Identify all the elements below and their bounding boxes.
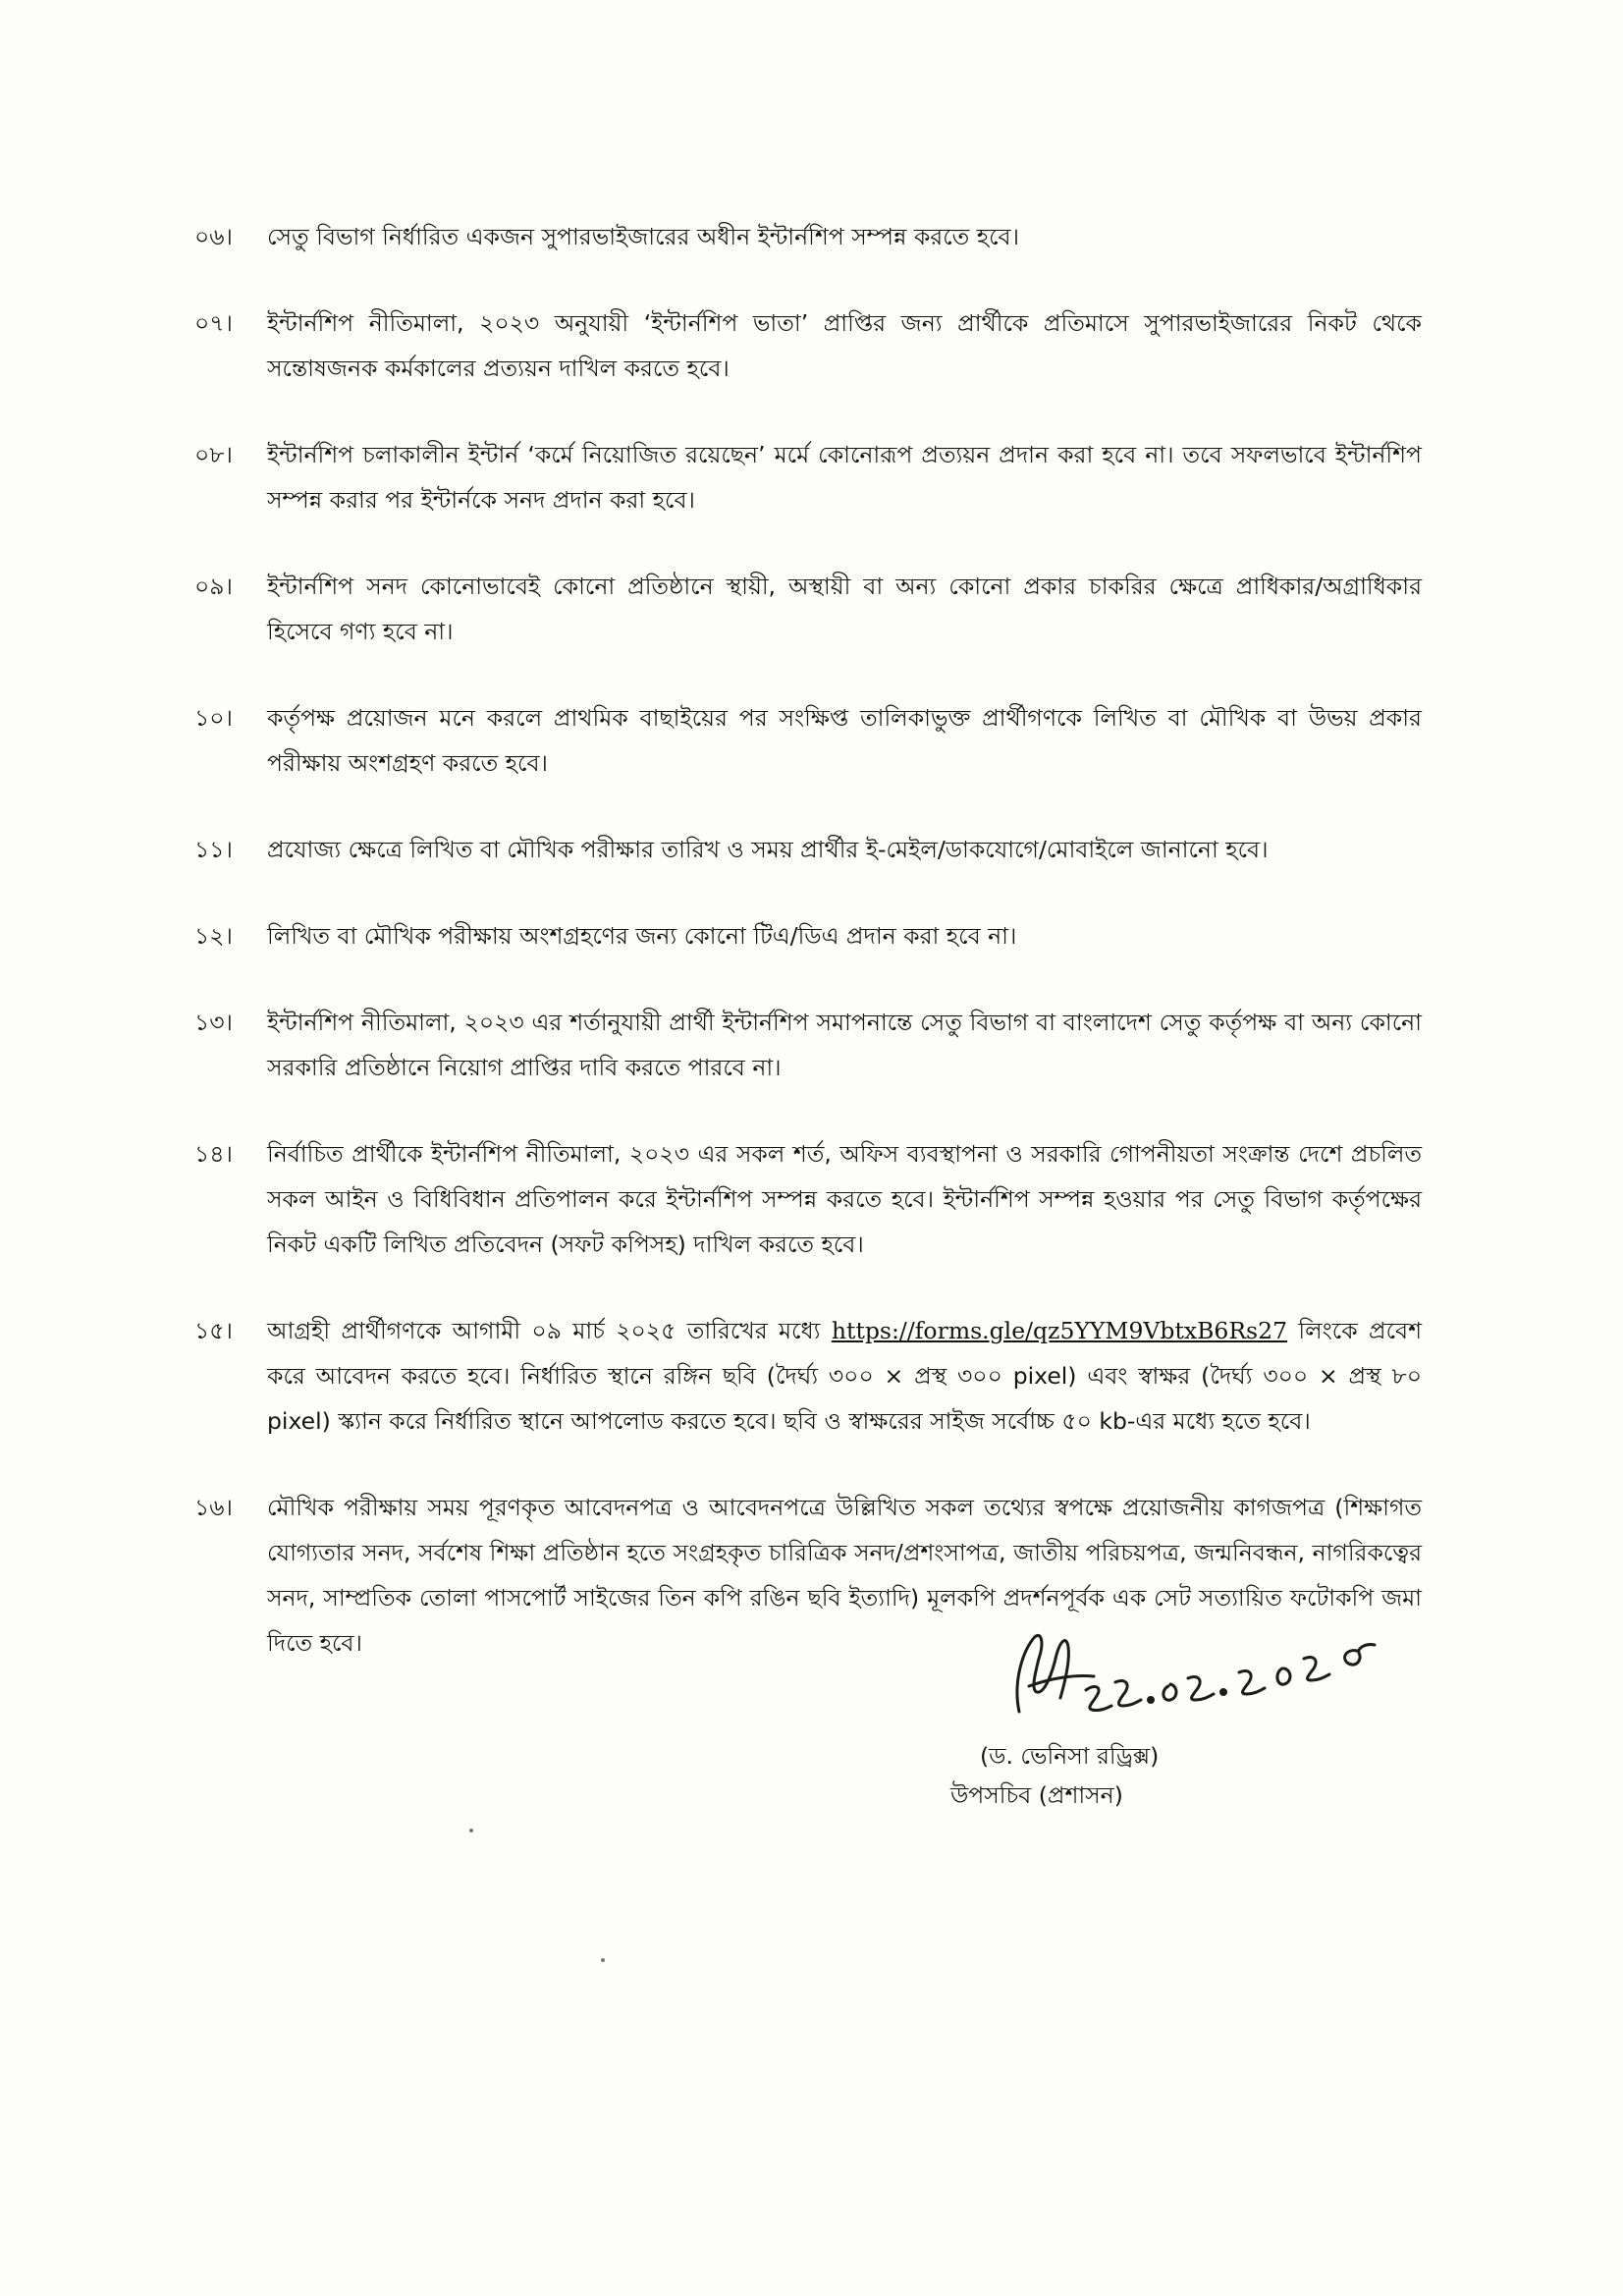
clause-text: মৌখিক পরীক্ষায় সময় পূরণকৃত আবেদনপত্র ও আবেদনপত্রে উল্লিখিত সকল তথ্যের স্বপক্ষে প্রয়োজনীয় কাগজপত্র (শিক্ষাগত যোগ্যতার সনদ, সর্বশেষ শিক্ষা প্রতিষ্ঠান হতে সংগ্রহকৃত চারিত্রিক সনদ/প্রশংসাপত্র, জাতীয় পরিচয়পত্র, জন্মনিবন্ধন, নাগরিকত্বের সনদ, সাম্প্রতিক তোলা পাসপোর্ট সাইজের তিন কপি রঙিন ছবি ইত্যাদি) মূলকপি প্রদর্শনপূর্বক এক সেট সত্যায়িত ফটোকপি জমা দিতে হবে। [267,1494,1422,1657]
clause-15 [194,1308,1422,1444]
clause-08 [194,432,1422,522]
clause-text: ইন্টার্নশিপ নীতিমালা, ২০২৩ এর শর্তানুযায়ী প্রার্থী ইন্টার্নশিপ সমাপনান্তে সেতু বিভাগ বা বাংলাদেশ সেতু কর্তৃপক্ষ বা অন্য কোনো সরকারি প্রতিষ্ঠানে নিয়োগ প্রাপ্তির দাবি করতে পারবে না। [267,1009,1422,1081]
clause-number: ০৭। [194,309,233,337]
clause-number: ০৯। [194,573,233,600]
handwritten-signature [992,1596,1404,1733]
clause-14 [194,1131,1422,1267]
scan-speck [601,1958,605,1962]
signatory-designation: উপসচিব (প্রশাসন) [950,1781,1123,1809]
clause-10 [194,695,1422,786]
clause-07 [194,301,1422,391]
clause-text: ইন্টার্নশিপ সনদ কোনোভাবেই কোনো প্রতিষ্ঠানে স্থায়ী, অস্থায়ী বা অন্য কোনো প্রকার চাকরির ক্ষেত্রে প্রাধিকার/অগ্রাধিকার হিসেবে গণ্য হবে না। [267,573,1422,645]
clause-06 [194,214,1422,259]
clause-text: ইন্টার্নশিপ চলাকালীন ইন্টার্ন ‘কর্মে নিয়োজিত রয়েছেন’ মর্মে কোনোরূপ প্রত্যয়ন প্রদান করা হবে না। তবে সফলভাবে ইন্টার্নশিপ সম্পন্ন করার পর ইন্টার্নকে সনদ প্রদান করা হবে। [267,441,1422,514]
clause-number: ১৩। [194,1009,233,1036]
clause-text: ইন্টার্নশিপ নীতিমালা, ২০২৩ অনুযায়ী ‘ইন্টার্নশিপ ভাতা’ প্রাপ্তির জন্য প্রার্থীকে প্রতিমাসে সুপারভাইজারের নিকট থেকে সন্তোষজনক কর্মকালের প্রত্যয়ন দাখিল করতে হবে। [267,309,1422,382]
clause-text [267,1308,1422,1444]
clause-text: প্রযোজ্য ক্ষেত্রে লিখিত বা মৌখিক পরীক্ষার তারিখ ও সময় প্রার্থীর ই-মেইল/ডাকযোগে/মোবাইলে জানানো হবে। [267,836,1269,863]
clause-text: লিখিত বা মৌখিক পরীক্ষায় অংশগ্রহণের জন্য কোনো টিএ/ডিএ প্রদান করা হবে না। [267,922,1017,950]
clause-number: ১০। [194,704,233,732]
application-form-link[interactable]: https://forms.gle/qz5YYM9VbtxB6Rs27 [831,1317,1288,1344]
clause-13 [194,1000,1422,1090]
signatory-name: (ড. ভেনিসা রড্রিক্স) [980,1742,1160,1770]
clause-number: ১১। [194,836,233,863]
clause-11 [194,827,1422,872]
clause-list [194,214,1422,1707]
clause-number: ১২। [194,922,233,950]
clause-number: ০৮। [194,441,233,468]
clause-number: ১৫। [194,1317,233,1344]
clause-text-after-link: লিংকে প্রবেশ করে আবেদন করতে হবে। নির্ধারিত স্থানে রঙ্গিন ছবি (দৈর্ঘ্য ৩০০ × প্রস্থ ৩০০ pixel) এবং স্বাক্ষর (দৈর্ঘ্য ৩০০ × প্রস্থ ৮০ pixel) স্ক্যান করে নির্ধারিত স্থানে আপলোড করতে হবে। ছবি ও স্বাক্ষরের সাইজ সর্বোচ্চ ৫০ kb-এর মধ্যে হতে হবে। [267,1317,1422,1435]
clause-number: ১৪। [194,1140,233,1168]
clause-text: সেতু বিভাগ নির্ধারিত একজন সুপারভাইজারের অধীন ইন্টার্নশিপ সম্পন্ন করতে হবে। [267,223,1020,250]
clause-text-before-link: আগ্রহী প্রার্থীগণকে আগামী ০৯ মার্চ ২০২৫ তারিখের মধ্যে [267,1317,832,1344]
scan-speck [469,1829,473,1832]
clause-number: ০৬। [194,223,233,250]
clause-number: ১৬। [194,1494,233,1521]
clause-09 [194,564,1422,654]
clause-text: কর্তৃপক্ষ প্রয়োজন মনে করলে প্রাথমিক বাছাইয়ের পর সংক্ষিপ্ত তালিকাভুক্ত প্রার্থীগণকে লিখিত বা মৌখিক বা উভয় প্রকার পরীক্ষায় অংশগ্রহণ করতে হবে। [267,704,1422,777]
clause-text: নির্বাচিত প্রার্থীকে ইন্টার্নশিপ নীতিমালা, ২০২৩ এর সকল শর্ত, অফিস ব্যবস্থাপনা ও সরকারি গোপনীয়তা সংক্রান্ত দেশে প্রচলিত সকল আইন ও বিধিবিধান প্রতিপালন করে ইন্টার্নশিপ সম্পন্ন করতে হবে। ইন্টার্নশিপ সম্পন্ন হওয়ার পর সেতু বিভাগ কর্তৃপক্ষের নিকট একটি লিখিত প্রতিবেদন (সফট কপিসহ) দাখিল করতে হবে। [267,1140,1422,1258]
clause-12 [194,913,1422,958]
